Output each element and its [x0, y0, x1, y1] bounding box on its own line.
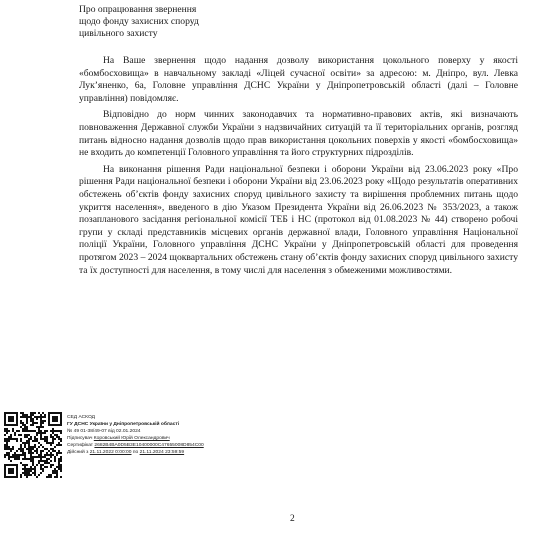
- stamp-reg-number: № 49 01-38/49-07 від 02.01.2024: [67, 429, 141, 435]
- stamp-signer-row: [67, 435, 257, 442]
- page-number: 2: [290, 514, 295, 524]
- stamp-cert-row: [67, 442, 257, 449]
- stamp-signer-label: Підписувач: [67, 436, 93, 442]
- stamp-system: СЕД АСКОД: [67, 415, 95, 420]
- body-paragraph: На виконання рішення Ради національної безпеки і оборони України від 23.06.2023 року «Про рішення Ради національної безпеки і оборони України від 23.06.2023 року «Щодо результатів оперативних обстежень об’єктів фонду захисних споруд цивільного захисту та вирішення проблемних питань щодо укриття населення», введеного в дію Указом Президента України від 26.06.2023 № 353/2023, а також позапланового засідання регіональної комісії ТЕБ і НС (протокол від 01.08.2023 № 44) створено робочі групи у складі представників місцевих органів державної влади, Головного управління Національної поліції України, Головного управління ДСНС України у Дніпропетровській області для проведення протягом 2023 – 2024 щоквартальних обстежень стану об’єктів фонду захисних споруд цивільного захисту та їх доступності для населення, в тому числі для населення з обмеженими можливостями.: [79, 163, 518, 276]
- subject-line: цивільного захисту: [79, 28, 158, 40]
- qr-code: [4, 412, 62, 478]
- stamp-cert-number: 2682B4BA0D5B3E10400000C47655008D854C00: [94, 443, 204, 449]
- body-paragraph: Відповідно до норм чинних законодавчих та нормативно-правових актів, які визначають повноваження Державної служби України з надзвичайних ситуацій та її територіальних органів, розгляд питань відносно надання дозволів щодо прав використання цокольних поверхів у якості «бомбосховища» не входить до компетенції Головного управління та його структурних підрозділів.: [79, 109, 518, 159]
- e-signature-stamp: [67, 414, 257, 457]
- stamp-validity-row: [67, 449, 257, 456]
- letter-body: [79, 55, 518, 281]
- stamp-cert-label: Сертифікат: [67, 443, 94, 449]
- letter-subject: [79, 4, 279, 41]
- stamp-valid-from: 21.11.2022 0:00:00: [89, 450, 132, 456]
- stamp-organization: ГУ ДСНС України у Дніпропетровській області: [67, 422, 180, 428]
- stamp-valid-label: Дійсний з: [67, 450, 89, 456]
- stamp-signer-name: Коровський Юрій Олександрович: [93, 436, 170, 442]
- stamp-valid-to: 21.11.2024 23:59:59: [139, 450, 185, 456]
- subject-line: Про опрацювання звернення: [79, 4, 197, 15]
- stamp-valid-to-label: по: [132, 450, 139, 456]
- qr-code-image: [4, 412, 62, 478]
- subject-line: щодо фонду захисних споруд: [79, 16, 199, 28]
- body-paragraph: На Ваше звернення щодо надання дозволу використання цокольного поверху у якості «бомбосховища» в навчальному закладі «Ліцей сучасної освіти» за адресою: м. Дніпро, вул. Левка Лук’яненко, 6а, Головне управління ДСНС України у Дніпропетровській області (далі – Головне управління) повідомляє.: [79, 55, 518, 104]
